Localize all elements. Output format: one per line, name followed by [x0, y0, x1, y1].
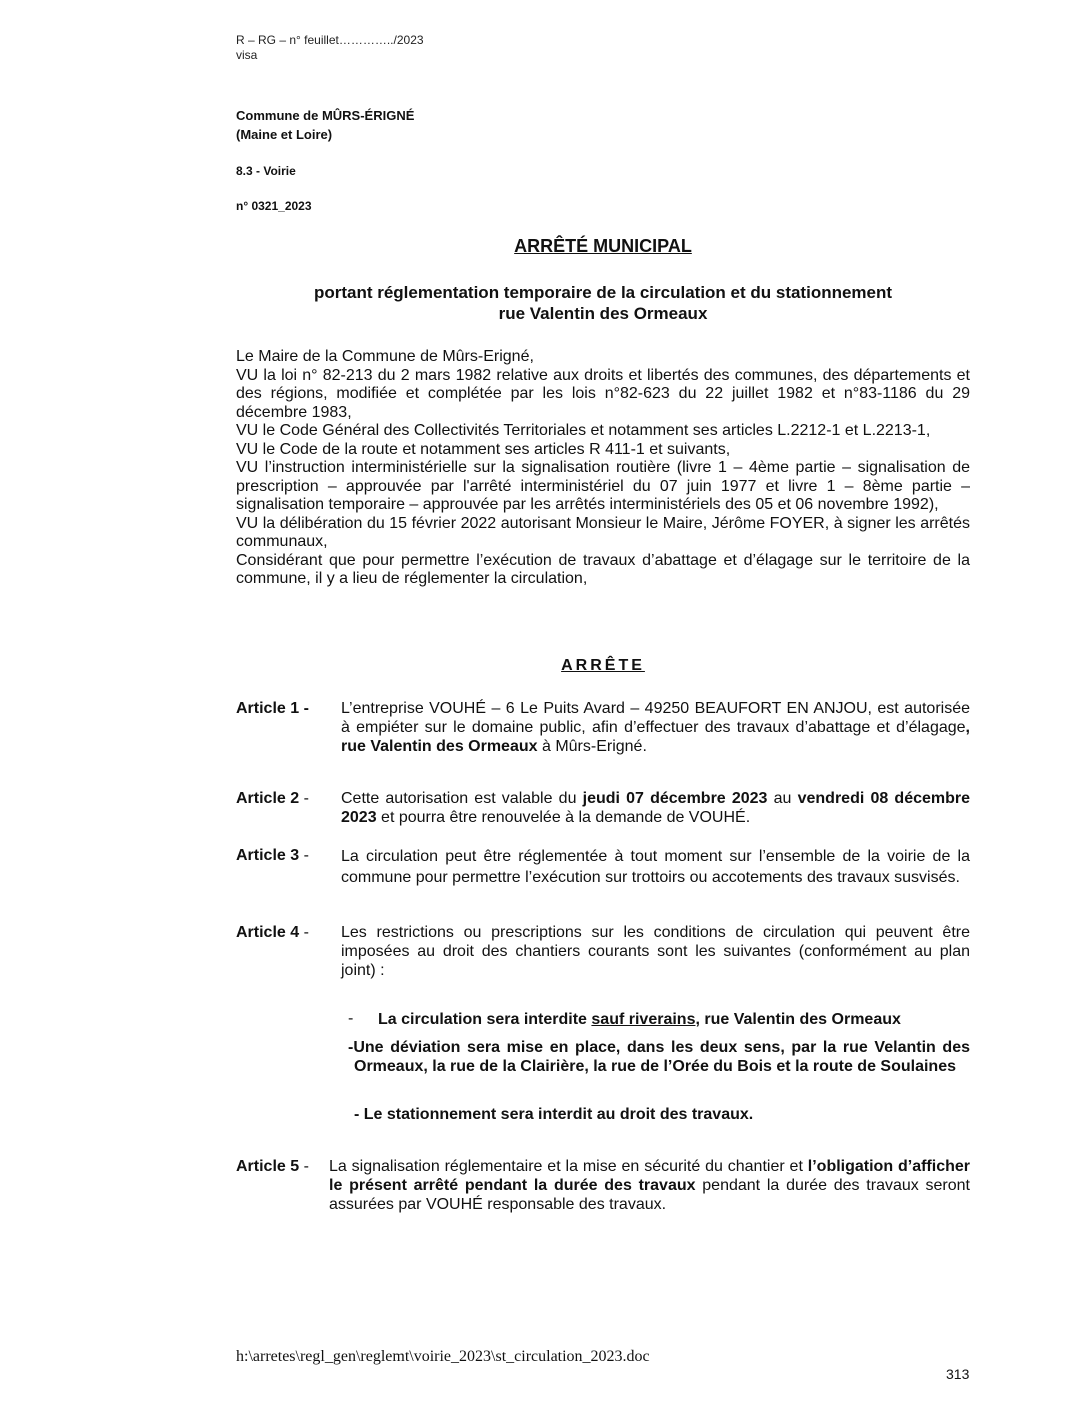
preamble-vu-loi: VU la loi n° 82-213 du 2 mars 1982 relative aux droits et libertés des communes, des départements et des régions, modifiée et complétée par les lois n°82-623 du 22 juillet 1982 et n°83-1186 du 29 décembre 1983, [236, 366, 970, 421]
subtitle-line-1: portant réglementation temporaire de la circulation et du stationnement [313, 283, 893, 302]
article-4-text: Les restrictions ou prescriptions sur les conditions de circulation qui peuvent être imposées au droit des chantiers courants sont les suivantes (conformément au plan joint) : [341, 924, 970, 979]
article-1-text-a: L’entreprise VOUHÉ – 6 Le Puits Avard – 49250 BEAUFORT EN ANJOU, est autorisée à empiéter sur le domaine public, afin d’effectuer des travaux d’abattage et d’élagage [341, 700, 970, 736]
article-5-text-a: La signalisation réglementaire et la mise en sécurité du chantier et [329, 1158, 808, 1175]
article-4-bullet-2: -Une déviation sera mise en place, dans les deux sens, par la rue Velantin des Ormeaux, la rue de la Clairière, la rue de l’Orée du Bois et la route de Soulaines [348, 1039, 970, 1075]
preamble-vu-code-route: VU le Code de la route et notamment ses articles R 411-1 et suivants, [236, 440, 731, 458]
arrete-number: n° 0321_2023 [236, 199, 312, 213]
article-4-label-suffix: - [299, 924, 309, 941]
article-1-text-c: à Mûrs-Erigné. [537, 738, 647, 755]
article-5-obligation: l’obligation d’afficher le présent arrêté pendant la durée des travaux [329, 1158, 970, 1194]
preamble-considerant: Considérant que pour permettre l’exécution de travaux d’abattage et d’élagage sur le territoire de la commune, il y a lieu de réglementer la circulation, [236, 551, 970, 587]
article-5-label [236, 1157, 309, 1176]
article-3-label-suffix: - [299, 847, 309, 864]
category-label: 8.3 - Voirie [236, 164, 296, 178]
article-5-text-c: pendant la durée des travaux seront assurées par VOUHÉ responsable des travaux. [329, 1177, 971, 1213]
page-title: ARRÊTÉ MUNICIPAL [514, 236, 692, 256]
article-4-bullet-1 [378, 1010, 901, 1029]
article-1-text [341, 699, 970, 756]
preamble-vu-instruction: VU l’instruction interministérielle sur la signalisation routière (livre 1 – 4ème partie – signalisation de prescription – approuvée par l'arrêté interministériel du 07 juin 1977 et livre 1 – 8ème partie – signalisation temporaire – approuvée par les arrêtés interministériels des 05 et 06 novembre 1992), [236, 459, 970, 513]
article-2-text-c: au [767, 790, 798, 807]
article-5-text [329, 1157, 970, 1214]
preamble-vu-cgct: VU le Code Général des Collectivités Territoriales et notamment ses articles L.2212-1 et L.2213-1, [236, 422, 931, 439]
article-3-text: La circulation peut être réglementée à tout moment sur l’ensemble de la voirie de la commune pour permettre l’exécution sur trottoirs ou accotements des travaux susvisés. [341, 848, 970, 886]
article-4-label-text: Article 4 [236, 924, 300, 941]
visa-label: visa [236, 48, 258, 62]
article-4-label [236, 923, 309, 942]
article-4-bullet-1-riverains: sauf riverains [591, 1011, 696, 1028]
sheet-reference: R – RG – n° feuillet…………../2023 [236, 33, 424, 47]
article-2-label-text: Article 2 [236, 790, 300, 807]
arrete-heading: ARRÊTE [561, 657, 645, 674]
page-number: 313 [946, 1366, 970, 1382]
article-2-text-a: Cette autorisation est valable du [341, 790, 583, 807]
article-2-label-suffix: - [299, 790, 309, 807]
article-4-bullet-1-c: , rue Valentin des Ormeaux [695, 1011, 901, 1028]
article-2-text-e: et pourra être renouvelée à la demande de VOUHÉ. [376, 809, 751, 826]
article-5-label-suffix: - [299, 1158, 309, 1175]
commune-name: Commune de MÛRS-ÉRIGNÉ [236, 108, 415, 123]
article-5-label-text: Article 5 [236, 1158, 300, 1175]
article-4-bullet-3: - Le stationnement sera interdit au droit des travaux. [354, 1106, 754, 1123]
article-1-street: , rue Valentin des Ormeaux [341, 719, 970, 755]
article-4-bullet-1-a: La circulation sera interdite [378, 1011, 592, 1028]
document-file-path: h:\arretes\regl_gen\reglemt\voirie_2023\st_circulation_2023.doc [236, 1348, 650, 1365]
article-3-label-text: Article 3 [236, 847, 300, 864]
department-name: (Maine et Loire) [236, 127, 333, 142]
subtitle-line-2: rue Valentin des Ormeaux [498, 304, 708, 323]
preamble-maire: Le Maire de la Commune de Mûrs-Erigné, [236, 348, 534, 365]
article-2-end-date: vendredi 08 décembre 2023 [341, 790, 971, 826]
preamble-vu-deliberation: VU la délibération du 15 février 2022 autorisant Monsieur le Maire, Jérôme FOYER, à signer les arrêtés communaux, [236, 514, 970, 550]
article-3-label [236, 846, 309, 865]
article-2-start-date: jeudi 07 décembre 2023 [582, 790, 768, 807]
article-2-text [341, 789, 970, 827]
preamble [236, 348, 970, 589]
article-4-bullet-1-dash: - [348, 1010, 354, 1027]
article-2-label [236, 789, 309, 808]
article-1-label: Article 1 - [236, 700, 309, 717]
